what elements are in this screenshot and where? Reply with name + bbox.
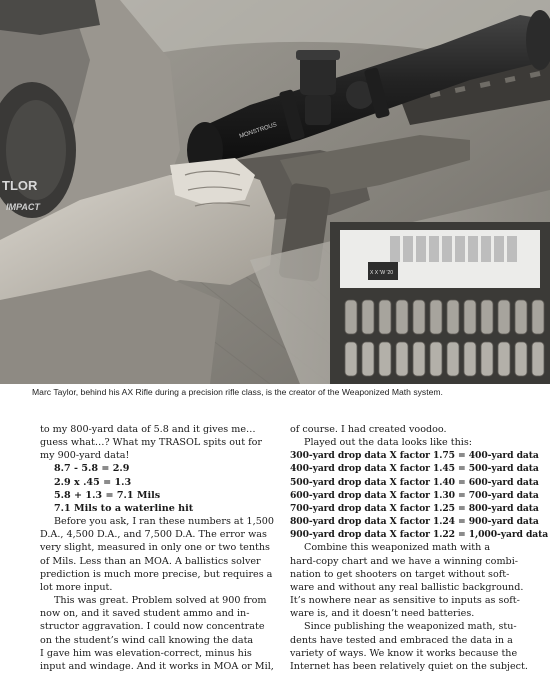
math-line: 5.8 + 1.3 = 7.1 Mils bbox=[54, 489, 161, 501]
body-text-line: to my 800-yard data of 5.8 and it gives me… bbox=[40, 424, 256, 435]
body-text-line: hard-copy chart and we have a winning combi- bbox=[290, 555, 519, 567]
math-line: 8.7 - 5.8 = 2.9 bbox=[54, 463, 130, 475]
body-text-line: of course. I had created voodoo. bbox=[290, 424, 447, 435]
ballistic-table-line: 300-yard drop data X factor 1.75 = 400-yard data bbox=[290, 450, 539, 462]
photo-caption: Marc Taylor, behind his AX Rifle during a precision rifle class, is the creator of the Weaponized Math system. bbox=[32, 387, 443, 397]
article-column-right bbox=[290, 423, 549, 673]
body-text-line: D.A., 4,500 D.A., and 7,500 D.A. The error was bbox=[40, 529, 267, 541]
body-text-line: ware is, and it doesn’t need batteries. bbox=[290, 608, 475, 620]
body-text-line: of Mils. Less than an MOA. A ballistics solver bbox=[40, 555, 261, 567]
body-text-line: Before you ask, I ran these numbers at 1,500 bbox=[54, 516, 275, 528]
body-text-line: dents have tested and embraced the data in a bbox=[290, 634, 513, 646]
body-text-line: Combine this weaponized math with a bbox=[304, 542, 491, 554]
body-text-line: lot more input. bbox=[40, 581, 113, 593]
body-text-line: Since publishing the weaponized math, stu- bbox=[304, 621, 517, 633]
ballistic-table-line: 900-yard drop data X factor 1.22 = 1,000-yard data bbox=[290, 529, 549, 541]
body-text-line: ware and without any real ballistic background. bbox=[290, 581, 524, 593]
body-text-line: now on, and it saved student ammo and in- bbox=[40, 608, 250, 620]
body-text-line: nation to get shooters on target without soft- bbox=[290, 568, 510, 580]
body-text-line: variety of ways. We know it works because the bbox=[290, 647, 518, 659]
body-text-line: guess what…? What my TRASOL spits out for bbox=[40, 437, 263, 449]
article-column-left bbox=[40, 423, 278, 673]
cartridge-box-label: X X 'W '20 bbox=[370, 270, 394, 276]
body-text-line: I gave him was elevation-correct, minus his bbox=[40, 647, 252, 659]
ballistic-table-line: 600-yard drop data X factor 1.30 = 700-yard data bbox=[290, 489, 539, 501]
ballistic-table-line: 700-yard drop data X factor 1.25 = 800-yard data bbox=[290, 502, 539, 514]
body-text-line: It’s nowhere near as sensitive to inputs as soft- bbox=[290, 595, 520, 607]
body-text-line: my 900-yard data! bbox=[40, 450, 130, 462]
body-text-line: on the student’s wind call knowing the data bbox=[40, 634, 254, 646]
body-text-line: Played out the data looks like this: bbox=[304, 437, 472, 449]
ballistic-table-line: 500-yard drop data X factor 1.40 = 600-yard data bbox=[290, 476, 539, 488]
earmuff-brand-text: TLOR bbox=[2, 178, 38, 193]
scope-brand-text: MONSTROUS bbox=[238, 122, 278, 140]
body-text-line: prediction is much more precise, but requires a bbox=[40, 568, 273, 580]
ballistic-table-line: 800-yard drop data X factor 1.24 = 900-yard data bbox=[290, 516, 539, 528]
body-text-line: very slight, measured in only one or two tenths bbox=[40, 542, 270, 554]
body-text-line: structor aggravation. I could now concentrate bbox=[40, 621, 265, 633]
math-line: 7.1 Mils to a waterline hit bbox=[54, 502, 194, 514]
body-text-line: input and windage. And it works in MOA or Mil, bbox=[40, 660, 274, 672]
body-text-line: This was great. Problem solved at 900 from bbox=[54, 595, 267, 607]
body-text-line: Internet has been relatively quiet on the subject. bbox=[290, 660, 528, 672]
earmuff-impact-text: IMPACT bbox=[6, 202, 40, 212]
math-line: 2.9 x .45 = 1.3 bbox=[54, 476, 132, 488]
ballistic-table-line: 400-yard drop data X factor 1.45 = 500-yard data bbox=[290, 463, 539, 475]
